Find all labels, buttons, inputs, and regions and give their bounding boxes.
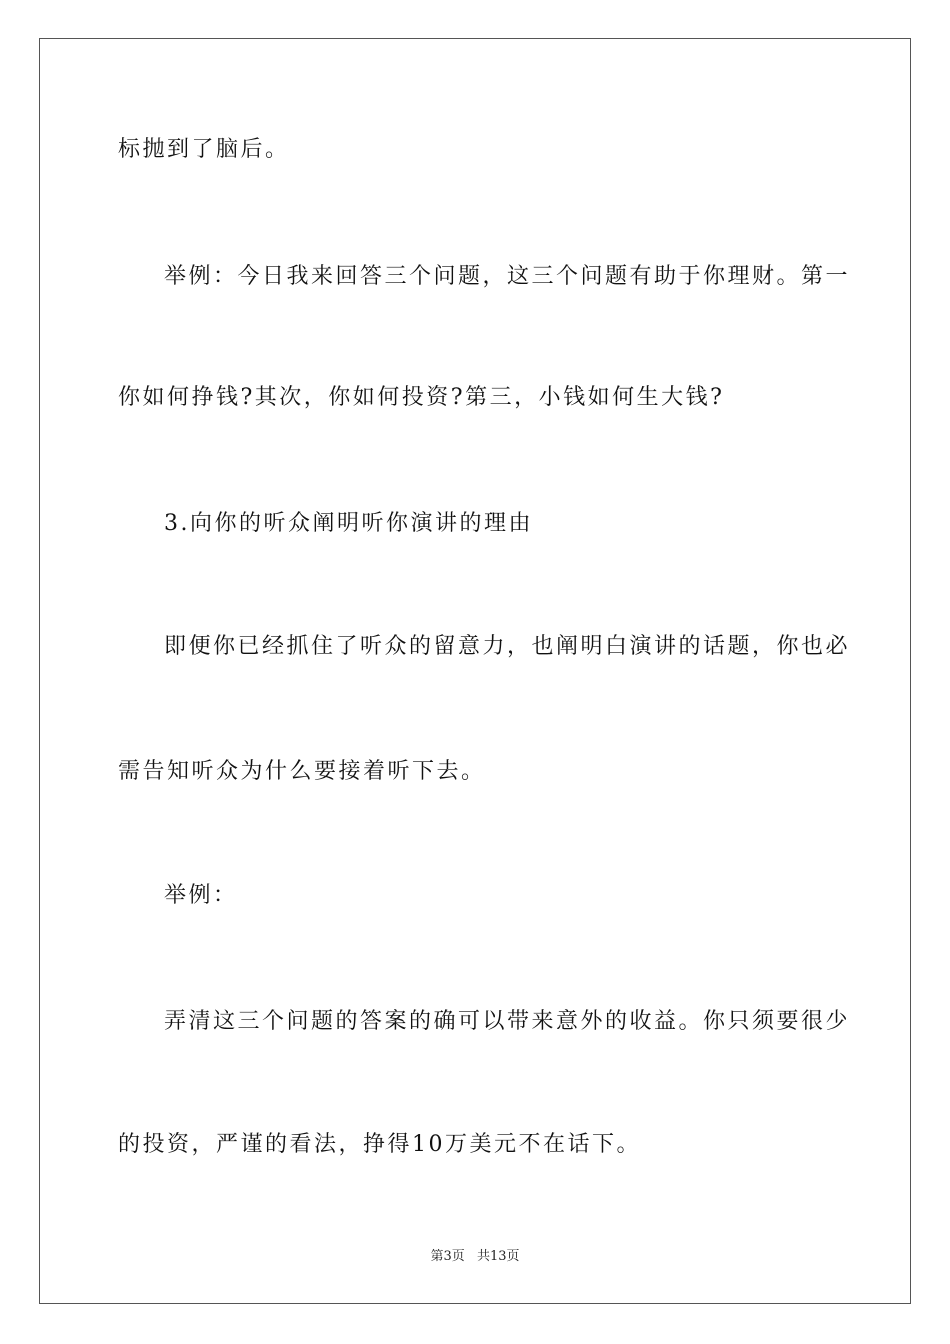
paragraph-line-8: 弄清这三个问题的答案的确可以带来意外的收益。你只须要很少 <box>164 1009 851 1034</box>
paragraph-line-7: 举例： <box>164 883 238 908</box>
paragraph-line-2: 举例：今日我来回答三个问题，这三个问题有助于你理财。第一 <box>164 264 851 289</box>
paragraph-line-9: 的投资，严谨的看法，挣得10万美元不在话下。 <box>118 1132 641 1157</box>
page-total: 共13页 <box>476 1249 520 1264</box>
section-heading: 3.向你的听众阐明听你演讲的理由 <box>164 511 533 536</box>
paragraph-line-3: 你如何挣钱?其次，你如何投资?第三，小钱如何生大钱? <box>118 385 725 410</box>
page-number: 第3页 <box>430 1249 465 1264</box>
paragraph-line-1: 标抛到了脑后。 <box>118 137 290 162</box>
paragraph-line-5: 即便你已经抓住了听众的留意力，也阐明白演讲的话题，你也必 <box>164 634 851 659</box>
page-frame <box>39 38 911 1304</box>
page-footer <box>0 1248 950 1266</box>
paragraph-line-6: 需告知听众为什么要接着听下去。 <box>118 759 486 784</box>
